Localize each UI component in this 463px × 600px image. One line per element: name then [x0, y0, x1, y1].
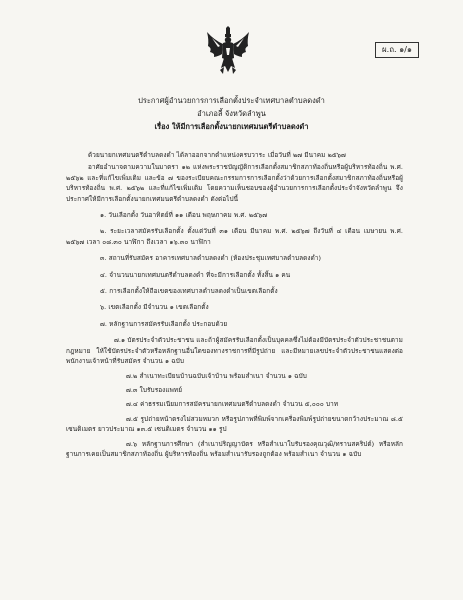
item-required-documents: ๗. หลักฐานการสมัครรับเลือกตั้ง ประกอบด้วย [100, 319, 228, 328]
announcement-body [66, 150, 403, 459]
garuda-emblem-icon [206, 26, 250, 78]
doc-house-registration: ๗.๒ สำเนาทะเบียนบ้านฉบับเจ้าบ้าน พร้อมสำเนา จำนวน ๑ ฉบับ [126, 371, 307, 380]
item-application-period: ๒. ระยะเวลาสมัครรับเลือกตั้ง ตั้งแต่วันที่ ๓๑ เดือน มีนาคม พ.ศ. ๒๕๖๗ ถึงวันที่ ๔ เดือน เมษายน พ.ศ. ๒๕๖๗ เวลา ๐๘.๓๐ นาฬิกา ถึงเวลา ๑๖.๓๐ นาฬิกา [66, 227, 403, 246]
announcement-header [0, 94, 463, 133]
form-code-box: ผ.ถ. ๑/๑ [375, 42, 419, 58]
doc-application-fee: ๗.๔ ค่าธรรมเนียมการสมัครนายกเทศมนตรีตำบลดงดำ จำนวน ๕,๐๐๐ บาท [126, 400, 339, 409]
item-election-date: ๑. วันเลือกตั้ง วันอาทิตย์ที่ ๑๑ เดือน พฤษภาคม พ.ศ. ๒๕๖๗ [100, 211, 268, 220]
intro-paragraph: ด้วยนายกเทศมนตรีตำบลดงดำ ได้ลาออกจากตำแหน่งครบวาระ เมื่อวันที่ ๒๗ มีนาคม ๒๕๖๗ [88, 151, 346, 159]
header-location: อำเภอลี้ จังหวัดลำพูน [197, 109, 266, 118]
header-title: ประกาศผู้อำนวยการการเลือกตั้งประจำเทศบาลตำบลดงดำ [138, 96, 325, 105]
item-district-count: ๖. เขตเลือกตั้ง มีจำนวน ๑ เขตเลือกตั้ง [100, 303, 209, 312]
item-mayor-count: ๔. จำนวนนายกเทศมนตรีตำบลดงดำ ที่จะมีการเลือกตั้ง ทั้งสิ้น ๑ คน [100, 270, 291, 279]
item-application-place: ๓. สถานที่รับสมัคร อาคารเทศบาลตำบลดงดำ (ห้องประชุมเทศบาลตำบลดงดำ) [100, 254, 322, 263]
doc-education-evidence: ๗.๖ หลักฐานการศึกษา (สำเนาปริญญาบัตร หรือสำเนาใบรับรองคุณวุฒิ/ทรานสคริปต์) หรือหลักฐานการเคยเป็นสมาชิกสภาท้องถิ่น ผู้บริหารท้องถิ่น พร้อมสำเนารับรองถูกต้อง พร้อมสำเนา จำนวน ๑ ฉบับ [66, 439, 403, 458]
authority-paragraph: อาศัยอำนาจตามความในมาตรา ๑๒ แห่งพระราชบัญญัติการเลือกตั้งสมาชิกสภาท้องถิ่นหรือผู้บริหารท้องถิ่น พ.ศ. ๒๕๖๒ และที่แก้ไขเพิ่มเติม และข้อ ๗ ของระเบียบคณะกรรมการการเลือกตั้งว่าด้วยการเลือกตั้งสมาชิกสภาท้องถิ่นหรือผู้บริหารท้องถิ่น พ.ศ. ๒๕๖๒ และที่แก้ไขเพิ่มเติม โดยความเห็นชอบของผู้อำนวยการการเลือกตั้งประจำจังหวัดลำพูน จึงประกาศให้มีการเลือกตั้งนายกเทศมนตรีตำบลดงดำ ดังต่อไปนี้ [66, 163, 403, 203]
doc-id-card: ๗.๑ บัตรประจำตัวประชาชน และถ้าผู้สมัครรับเลือกตั้งเป็นบุคคลซึ่งไม่ต้องมีบัตรประจำตัวประชาชนตามกฎหมาย ให้ใช้บัตรประจำตัวหรือหลักฐานอื่นใดของทางราชการที่มีรูปถ่าย และมีหมายเลขประจำตัวประชาชนแสดงต่อพนักงานเจ้าหน้าที่รับสมัคร จำนวน ๑ ฉบับ [66, 336, 403, 366]
doc-photographs: ๗.๕ รูปถ่ายหน้าตรงไม่สวมหมวก หรือรูปภาพที่พิมพ์จากเครื่องพิมพ์รูปถ่ายขนาดกว้างประมาณ ๘.๕ เซนติเมตร ยาวประมาณ ๑๓.๕ เซนติเมตร จำนวน ๑๑ รูป [66, 414, 403, 434]
doc-medical-certificate: ๗.๓ ใบรับรองแพทย์ [126, 385, 183, 394]
header-subject: เรื่อง ให้มีการเลือกตั้งนายกเทศมนตรีตำบลดงดำ [154, 122, 309, 131]
item-electoral-area: ๕. การเลือกตั้งให้ถือเขตของเทศบาลตำบลดงดำเป็นเขตเลือกตั้ง [100, 287, 278, 296]
